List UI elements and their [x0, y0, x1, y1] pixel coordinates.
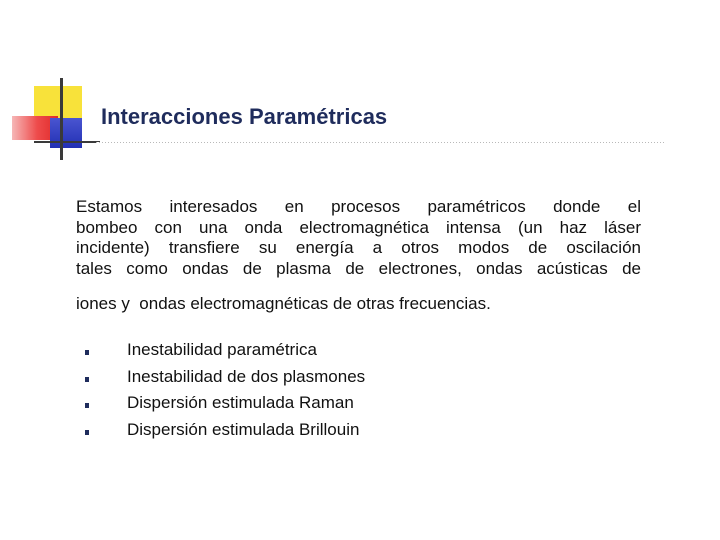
bullet-text: Inestabilidad paramétrica	[127, 340, 317, 359]
square-bullet-icon	[85, 403, 89, 408]
square-bullet-icon	[85, 377, 89, 382]
paragraph-line: bombeo con una onda electromagnética intensa (un haz láser	[76, 217, 641, 237]
paragraph-line: incidente) transfiere su energía a otros modos de oscilación	[76, 238, 641, 257]
title-underline	[96, 142, 664, 143]
title-decoration-vertical-line	[60, 78, 63, 160]
paragraph-continuation: iones y ondas electromagnéticas de otras frecuencias.	[76, 294, 491, 313]
title-decoration-blue-square	[50, 118, 82, 148]
paragraph-line: tales como ondas de plasma de electrones, ondas acústicas de	[76, 258, 641, 278]
bullet-text: Dispersión estimulada Brillouin	[127, 419, 360, 439]
square-bullet-icon	[85, 350, 89, 355]
intro-paragraph	[76, 197, 641, 279]
bullet-text: Dispersión estimulada Raman	[127, 393, 354, 412]
square-bullet-icon	[85, 430, 89, 435]
slide-title: Interacciones Paramétricas	[101, 104, 388, 129]
paragraph-line: Estamos interesados en procesos paramétricos donde el	[76, 197, 641, 216]
title-decoration-horizontal-line	[34, 141, 100, 143]
bullet-text: Inestabilidad de dos plasmones	[127, 366, 366, 386]
